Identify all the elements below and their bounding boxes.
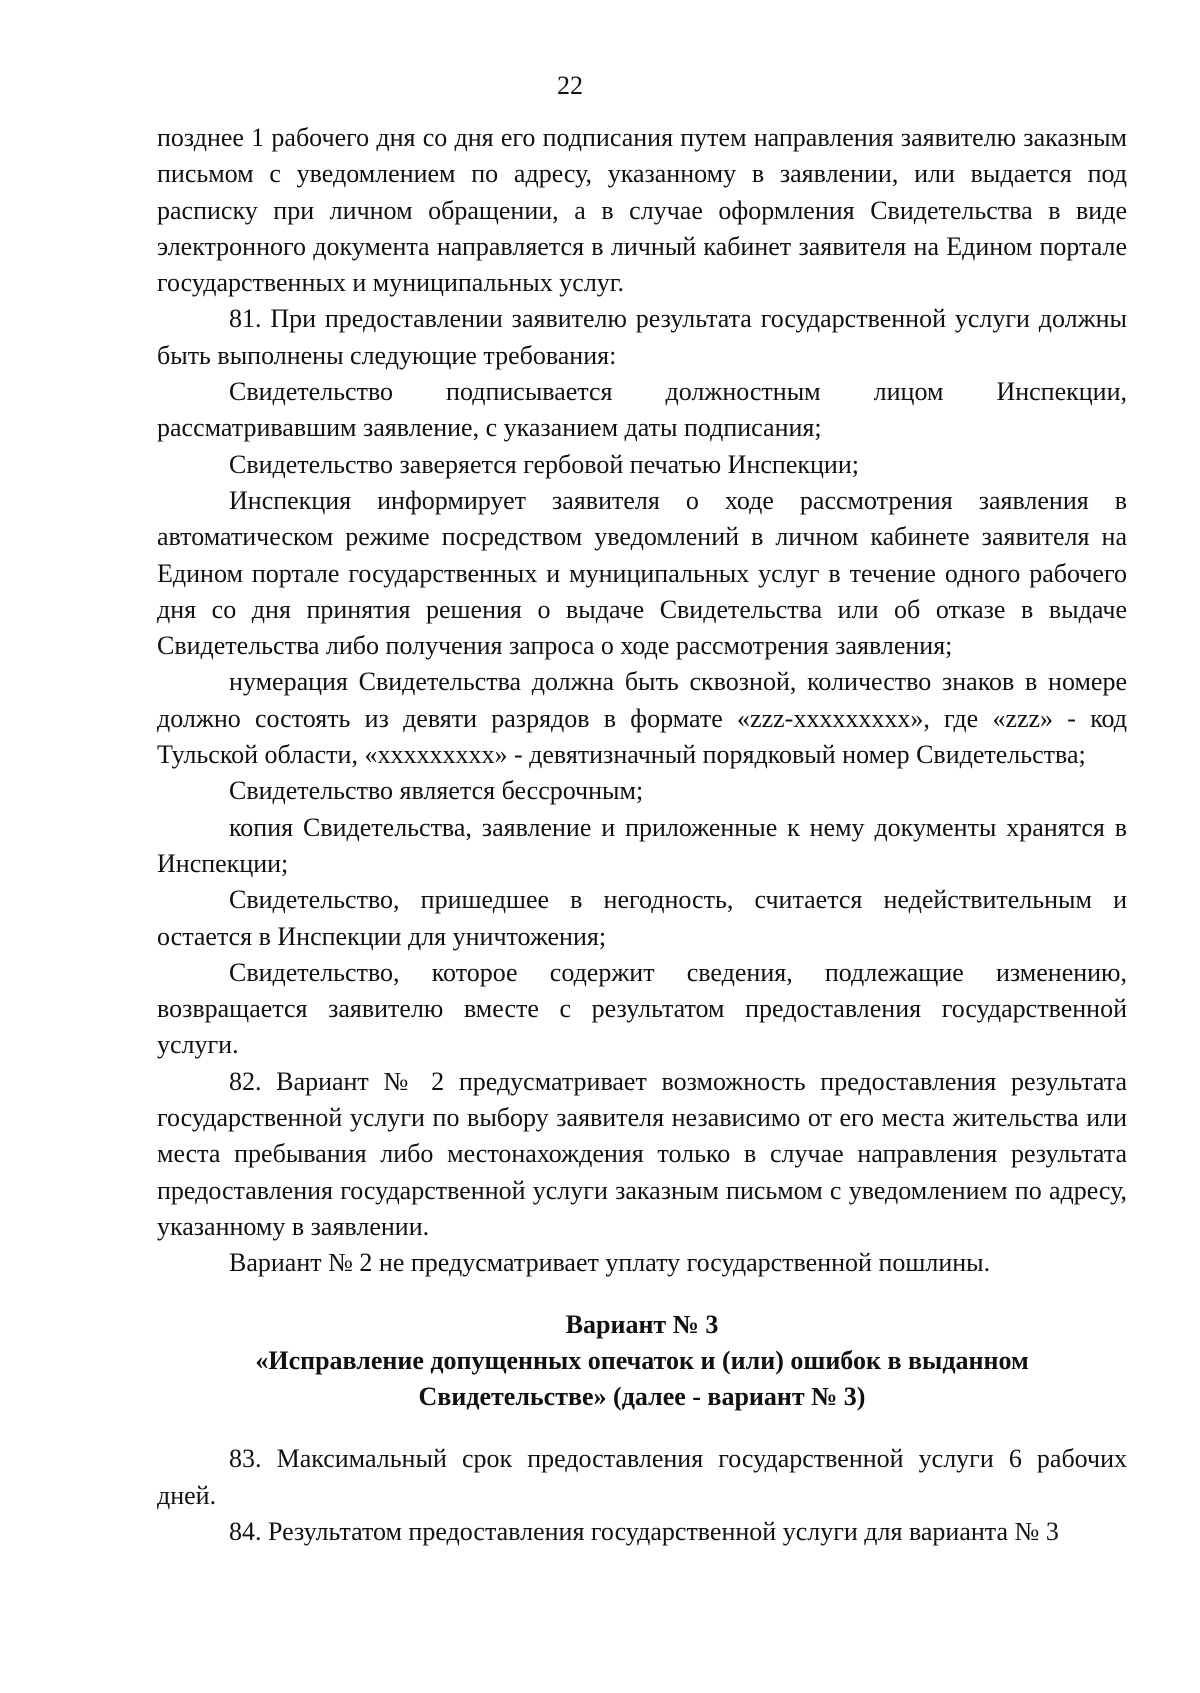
section-heading <box>157 1307 1127 1416</box>
paragraph: Свидетельство, пришедшее в негодность, считается недействительным и остается в Инспекции для уничтожения; <box>157 885 1127 951</box>
paragraph: 82. Вариант № 2 предусматривает возможность предоставления результата государственной услуги по выбору заявителя независимо от его места жительства или места пребывания либо местонахождения только в случае направления результата предоставления государственной услуги заказным письмом с уведомлением по адресу, указанному в заявлении. <box>157 1066 1127 1241</box>
paragraph: позднее 1 рабочего дня со дня его подписания путем направления заявителю заказным письмом с уведомлением по адресу, указанному в заявлении, или выдается под расписку при личном обращении, а в случае оформления Свидетельства в виде электронного документа направляется в личный кабинет заявителя на Едином портале государственных и муниципальных услуг. <box>157 123 1127 298</box>
document-body <box>157 120 1127 1550</box>
page-number: 22 <box>557 71 583 100</box>
paragraph: копия Свидетельства, заявление и приложенные к нему документы хранятся в Инспекции; <box>157 812 1127 878</box>
paragraph: Свидетельство, которое содержит сведения, подлежащие изменению, возвращается заявителю вместе с результатом предоставления государственной услуги. <box>157 957 1127 1060</box>
paragraph: нумерация Свидетельства должна быть сквозной, количество знаков в номере должно состоять из девяти разрядов в формате «zzz-xxxxxxxxx», где «zzz» - код Тульской области, «xxxxxxxxx» - девятизначный порядковый номер Свидетельства; <box>157 667 1127 770</box>
section-heading-line: Вариант № 3 <box>565 1309 719 1339</box>
paragraph: Вариант № 2 не предусматривает уплату государственной пошлины. <box>229 1248 991 1278</box>
paragraph: Свидетельство является бессрочным; <box>229 776 644 806</box>
section-heading-line: «Исправление допущенных опечаток и (или) ошибок в выданном <box>255 1345 1029 1375</box>
paragraph: 83. Максимальный срок предоставления государственной услуги 6 рабочих дней. <box>157 1444 1127 1510</box>
paragraph: Свидетельство заверяется гербовой печатью Инспекции; <box>229 449 859 479</box>
paragraph: Свидетельство подписывается должностным лицом Инспекции, рассматривавшим заявление, с указанием даты подписания; <box>157 377 1127 443</box>
paragraph: 84. Результатом предоставления государственной услуги для варианта № 3 <box>229 1516 1059 1546</box>
paragraph: 81. При предоставлении заявителю результата государственной услуги должны быть выполнены следующие требования: <box>157 304 1127 370</box>
paragraph: Инспекция информирует заявителя о ходе рассмотрения заявления в автоматическом режиме посредством уведомлений в личном кабинете заявителя на Едином портале государственных и муниципальных услуг в течение одного рабочего дня со дня принятия решения о выдаче Свидетельства или об отказе в выдаче Свидетельства либо получения запроса о ходе рассмотрения заявления; <box>157 485 1127 661</box>
section-heading-line: Свидетельстве» (далее - вариант № 3) <box>418 1382 866 1412</box>
